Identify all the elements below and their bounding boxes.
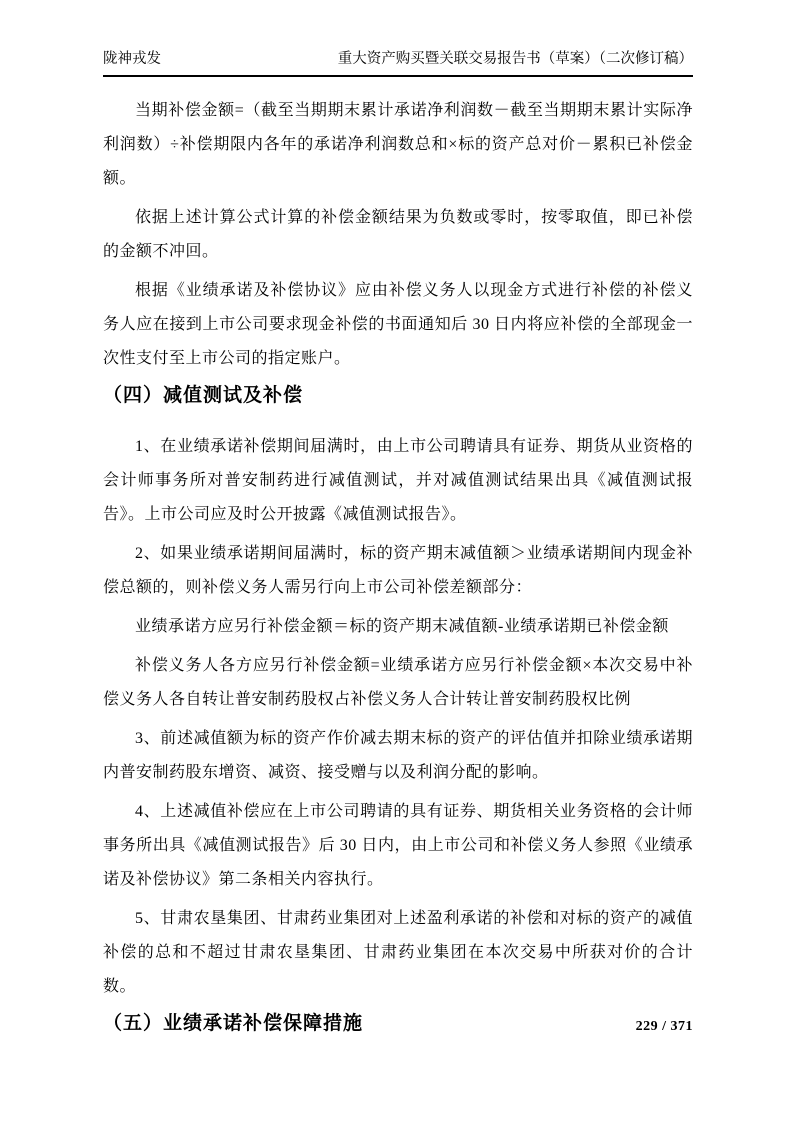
section-heading-impairment-test: （四）减值测试及补偿 xyxy=(103,385,304,406)
paragraph-formula-additional-compensation: 业绩承诺方应另行补偿金额＝标的资产期末减值额-业绩承诺期已补偿金额 xyxy=(135,618,669,635)
paragraph-cash-payment-30-days: 根据《业绩承诺及补偿协议》应由补偿义务人以现金方式进行补偿的补偿义务人应在接到上市公司要求现金补偿的书面通知后 30 日内将应补偿的全部现金一次性支付至上市公司的指定账户。 xyxy=(103,282,693,367)
header-report-title: 重大资产购买暨关联交易报告书（草案）（二次修订稿） xyxy=(337,51,693,67)
paragraph-item-1-impairment-test: 1、在业绩承诺补偿期间届满时，由上市公司聘请具有证券、期货从业资格的会计师事务所对普安制药进行减值测试，并对减值测试结果出具《减值测试报告》。上市公司应及时公开披露《减值测试报告》。 xyxy=(103,438,693,523)
paragraph-item-4-execution: 4、上述减值补偿应在上市公司聘请的具有证券、期货相关业务资格的会计师事务所出具《减值测试报告》后 30 日内，由上市公司和补偿义务人参照《业绩承诺及补偿协议》第二条相关内容执行。 xyxy=(103,803,693,888)
paragraph-item-5-compensation-cap: 5、甘肃农垦集团、甘肃药业集团对上述盈利承诺的补偿和对标的资产的减值补偿的总和不超过甘肃农垦集团、甘肃药业集团在本次交易中所获对价的合计数。 xyxy=(103,910,693,995)
paragraph-formula-obligor-share: 补偿义务人各方应另行补偿金额=业绩承诺方应另行补偿金额×本次交易中补偿义务人各自转让普安制药股权占补偿义务人合计转让普安制药股权比例 xyxy=(103,657,693,708)
document-body xyxy=(103,94,693,1037)
page-number: 229 / 371 xyxy=(635,1019,693,1034)
paragraph-item-2-impairment-exceeds: 2、如果业绩承诺期间届满时，标的资产期末减值额＞业绩承诺期间内现金补偿总额的，则补偿义务人需另行向上市公司补偿差额部分： xyxy=(103,545,693,596)
page-header xyxy=(103,0,693,77)
paragraph-compensation-formula: 当期补偿金额=（截至当期期末累计承诺净利润数－截至当期期末累计实际净利润数）÷补偿期限内各年的承诺净利润数总和×标的资产总对价－累积已补偿金额。 xyxy=(103,102,693,187)
section-heading-guarantee-measures: （五）业绩承诺补偿保障措施 xyxy=(103,1013,364,1034)
header-company-name: 陇神戎发 xyxy=(103,51,161,67)
paragraph-negative-or-zero-rule: 依据上述计算公式计算的补偿金额结果为负数或零时，按零取值，即已补偿的金额不冲回。 xyxy=(103,209,693,260)
paragraph-item-3-impairment-definition: 3、前述减值额为标的资产作价减去期末标的资产的评估值并扣除业绩承诺期内普安制药股东增资、减资、接受赠与以及利润分配的影响。 xyxy=(103,730,693,781)
